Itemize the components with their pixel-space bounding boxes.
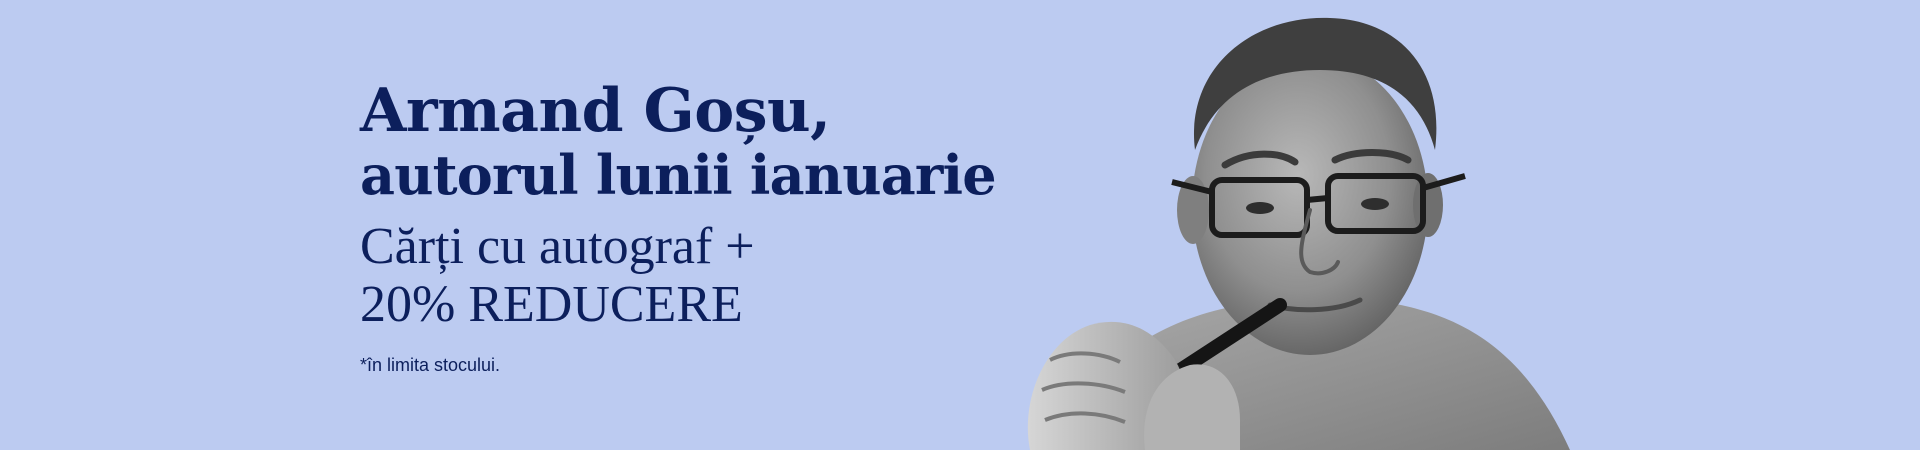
headline-author-of-month: autorul lunii ianuarie — [360, 143, 996, 207]
offer-line-discount: 20% REDUCERE — [360, 276, 743, 333]
author-portrait-photo — [950, 0, 1650, 450]
headline-author-name: Armand Goșu, — [360, 76, 831, 146]
offer-line-autograph: Cărți cu autograf + — [360, 218, 755, 275]
stock-disclaimer: *în limita stocului. — [360, 355, 501, 375]
